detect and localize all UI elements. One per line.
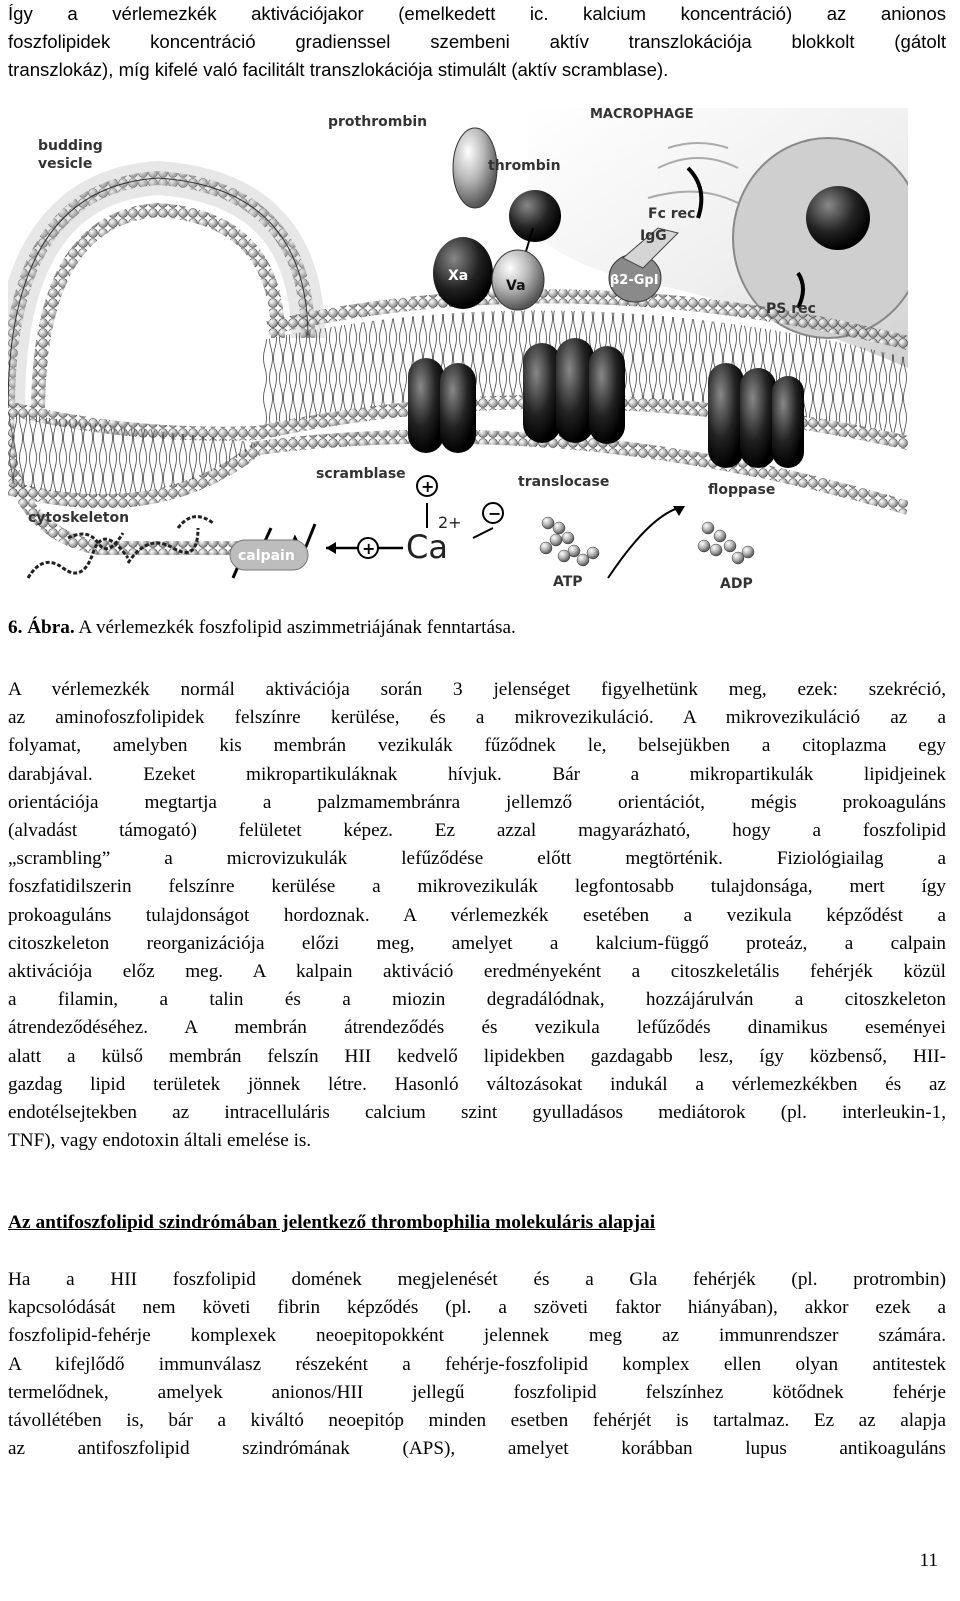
label-cytoskeleton: cytoskeleton [28,510,130,526]
text-line: prokoaguláns tulajdonságot hordoznak. A vérlemezkék esetében a vezikula képződést a [8,904,946,926]
label-b2gp: β2-GpI [610,273,659,288]
translocase-protein [523,338,625,444]
text-line: transzlokáz), míg kifelé való facilitált transzlokációja stimulált (aktív scramblase). [8,59,669,81]
label-fc-rec: Fc rec [648,206,696,222]
text-line: TNF), vagy endotoxin általi emelése is. [8,1130,312,1152]
label-ps-rec: PS rec [766,301,816,317]
text-line: folyamat, amelyben kis membrán vezikulák fűződnek le, belsejükben a citoplazma egy [8,735,946,757]
text-line: darabjával. Ezeket mikropartikuláknak hívjuk. Bár a mikropartikulák lipidjeinek [8,763,946,785]
label-budding: budding [38,138,103,154]
label-thrombin: thrombin [488,158,561,174]
page-number: 11 [919,1550,938,1571]
text-line: termelődnek, amelyek anionos/HII jellegű foszfolipid felszínhez kötődnek fehérje [8,1381,946,1403]
text-line: kapcsolódását nem követi fibrin képződés (pl. a szöveti faktor hiányában), akkor ezek a [8,1297,946,1319]
text-line: távollétében is, bár a kiváltó neoepitóp minden esetben fehérjét is tartalmaz. Ez az alapja [8,1410,946,1432]
membrane-asymmetry-figure [8,108,908,620]
label-prothrombin: prothrombin [328,114,428,130]
section-heading: Az antifoszfolipid szindrómában jelentkező thrombophilia molekuláris alapjai [8,1212,656,1233]
label-adp: ADP [720,576,753,592]
label-translocase: translocase [518,474,610,490]
text-line: (alvadást támogató) felületet képez. Ez azzal magyarázható, hogy a foszfolipid [8,820,946,842]
caption-label: 6. Ábra. [8,617,75,638]
intro-paragraph [8,0,946,85]
body-paragraph-2 [8,1266,946,1463]
figure-caption [8,614,516,642]
label-va: Va [506,278,526,294]
text-line: a filamin, a talin és a miozin degradálódnak, hozzájárulván a citoszkeleton [8,989,946,1011]
text-line: A vérlemezkék normál aktivációja során 3 jelenséget figyelhetünk meg, ezek: szekréció, [8,679,946,700]
label-calpain: calpain [238,548,295,564]
label-calcium-charge: 2+ [438,513,462,532]
minus-label: − [488,504,502,523]
text-line: orientációja megtartja a palzmamembránra jellemző orientációt, mégis prokoaguláns [8,791,946,813]
text-line: gazdag lipid területek jönnek létre. Hasonló változásokat indukál a vérlemezkékben és az [8,1073,946,1095]
body-paragraph-1 [8,676,946,1155]
text-line: átrendeződéséhez. A membrán átrendeződés és vezikula lefűződés dinamikus eseményei [8,1017,946,1039]
text-line: foszfolipid-fehérje komplexek neoepitopokként jelennek meg az immunrendszer számára. [8,1325,946,1347]
text-line: „scrambling” a microvizukulák lefűződése előtt megtörténik. Fiziológiailag a [8,848,946,870]
caption-text: A vérlemezkék foszfolipid aszimmetriájának fenntartása. [74,617,516,638]
text-line: foszfatidilszerin felszínre kerülése a mikrovezikulák legfontosabb tulajdonsága, mert így [8,876,946,898]
text-line: alatt a külső membrán felszín HII kedvelő lipidekben gazdagabb lesz, így közbenső, HII- [8,1045,946,1067]
text-line: Így a vérlemezkék aktivációjakor (emelkedett ic. kalcium koncentráció) az anionos [8,3,946,24]
label-scramblase: scramblase [316,466,406,482]
text-line: Ha a HII foszfolipid domének megjelenését és a Gla fehérjék (pl. protrombin) [8,1269,946,1290]
label-floppase: floppase [708,482,776,498]
text-line: citoszkeleton reorganizációja előzi meg, amelyet a kalcium-függő proteáz, a calpain [8,932,946,954]
floppase-protein [708,363,804,468]
label-calcium: Ca [406,528,448,566]
label-macrophage: MACROPHAGE [590,108,694,122]
plus-label: + [421,477,435,496]
text-line: endotélsejtekben az intracelluláris calcium szint gyulladásos mediátorok (pl. interleukin-1, [8,1102,946,1124]
label-igg: IgG [640,228,667,244]
text-line: az aminofoszfolipidek felszínre kerülése, és a mikrovezikuláció. A mikrovezikuláció az a [8,707,946,729]
label-vesicle: vesicle [38,156,93,172]
text-line: A kifejlődő immunválasz részeként a fehérje-foszfolipid komplex ellen olyan antitestek [8,1353,946,1375]
label-xa: Xa [448,268,469,284]
plus-label: + [362,539,376,558]
scramblase-protein [408,358,476,453]
text-line: foszfolipidek koncentráció gradienssel szembeni aktív transzlokációja blokkolt (gátolt [8,31,946,53]
label-atp: ATP [553,574,583,590]
text-line: az antifoszfolipid szindrómának (APS), amelyet korábban lupus antikoaguláns [8,1438,946,1460]
thrombin-molecule [509,190,561,242]
text-line: aktivációja előz meg. A kalpain aktiváció eredményeként a citoszkeletális fehérjék közül [8,961,946,983]
nucleolus [806,186,870,250]
